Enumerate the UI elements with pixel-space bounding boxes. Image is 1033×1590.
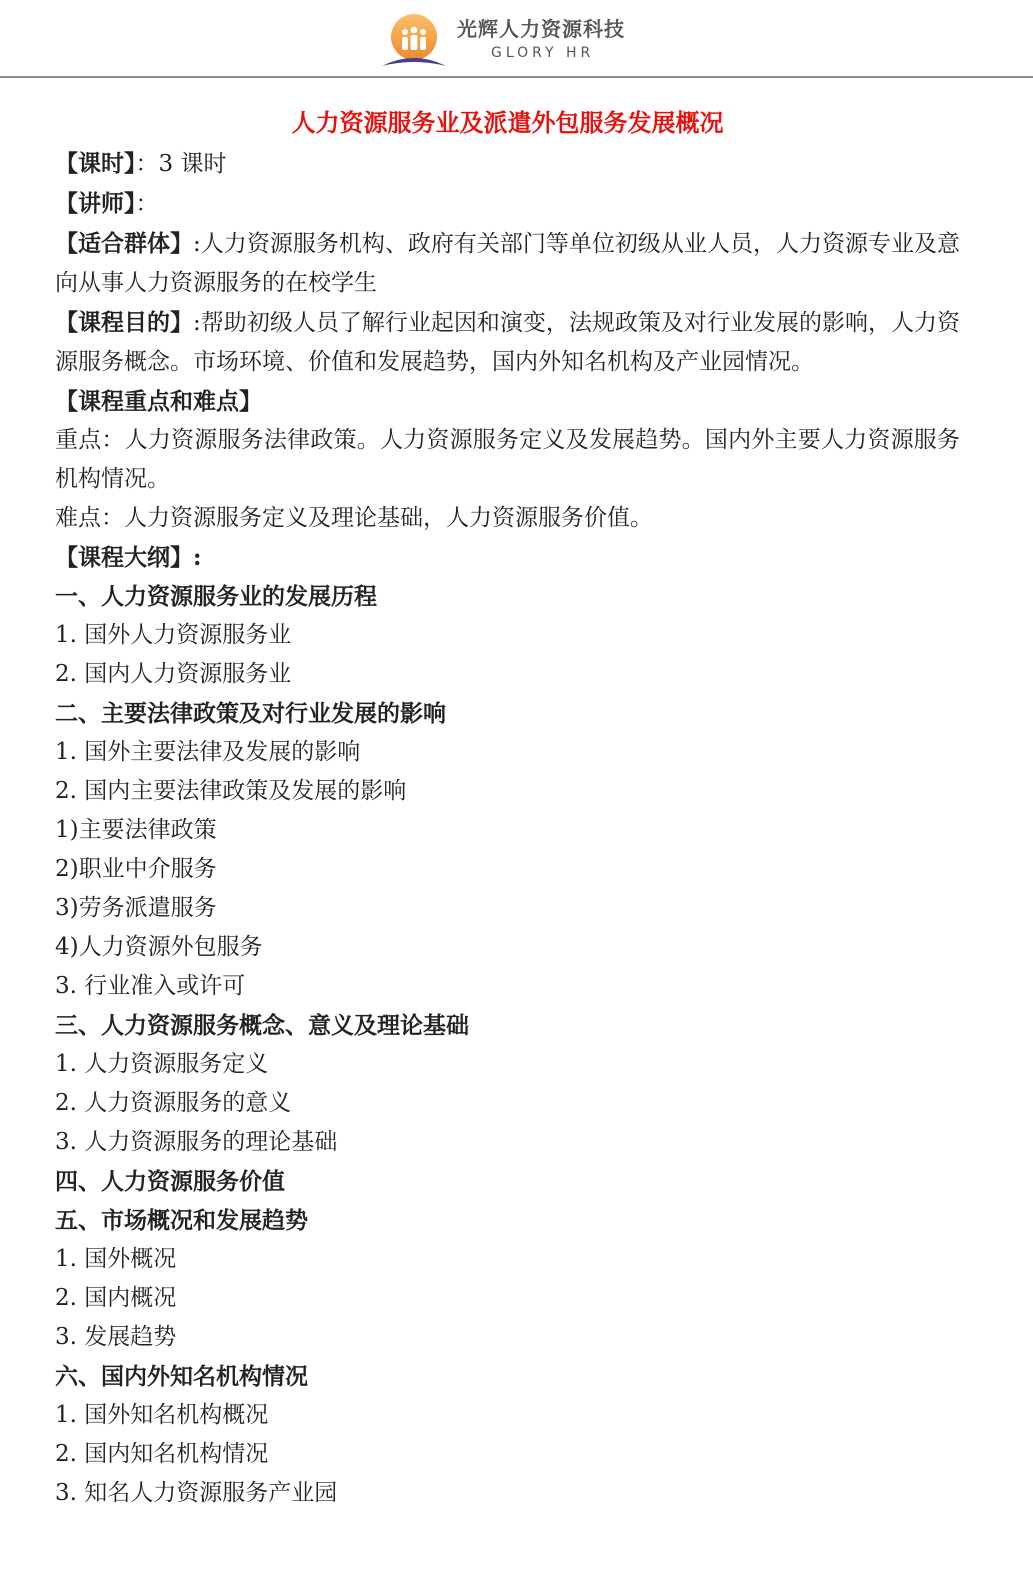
outline-item: 1. 国外概况 [55, 1246, 177, 1272]
outline-item: 3. 发展趋势 [55, 1324, 177, 1350]
outline-item: 2. 国内概况 [55, 1285, 177, 1311]
course-objective-label: 【课程目的】 [55, 309, 194, 336]
outline-section-heading: 三、人力资源服务概念、意义及理论基础 [55, 1012, 469, 1039]
outline-item: 4)人力资源外包服务 [55, 934, 263, 960]
difficulties: 难点：人力资源服务定义及理论基础，人力资源服务价值。 [55, 505, 653, 531]
outline-item: 2. 国内主要法律政策及发展的影响 [55, 778, 407, 804]
course-document [55, 103, 960, 1513]
key-points: 重点：人力资源服务法律政策。人力资源服务定义及发展趋势。国内外主要人力资源服务机构情况。 [55, 427, 960, 492]
lecturer [55, 184, 960, 224]
outline-item: 2. 国内人力资源服务业 [55, 661, 292, 687]
outline-heading: 【课程大纲】: [55, 544, 202, 571]
brand-name-en: GLORY HR [491, 45, 595, 61]
target-audience-value: :人力资源服务机构、政府有关部门等单位初级从业人员，人力资源专业及意向从事人力资源服务的在校学生 [55, 231, 961, 296]
outline-item: 3. 知名人力资源服务产业园 [55, 1480, 338, 1506]
course-outline [55, 577, 960, 1513]
outline-item: 1. 国外人力资源服务业 [55, 622, 292, 648]
target-audience [55, 224, 960, 303]
outline-item: 1. 国外知名机构概况 [55, 1402, 269, 1428]
course-objective [55, 303, 960, 382]
outline-section-heading: 五、市场概况和发展趋势 [55, 1207, 308, 1234]
course-hours-value: ：3 课时 [135, 151, 227, 177]
outline-section-heading: 一、人力资源服务业的发展历程 [55, 583, 377, 610]
keypoints-heading: 【课程重点和难点】 [55, 388, 262, 415]
outline-section-heading: 四、人力资源服务价值 [55, 1168, 285, 1195]
target-audience-label: 【适合群体】 [55, 230, 194, 257]
document-title: 人力资源服务业及派遣外包服务发展概况 [291, 108, 724, 137]
course-objective-value: :帮助初级人员了解行业起因和演变，法规政策及对行业发展的影响，人力资源服务概念。市场环境、价值和发展趋势，国内外知名机构及产业园情况。 [55, 310, 961, 375]
lecturer-label: 【讲师】 [55, 190, 136, 217]
lecturer-value: ： [135, 191, 159, 217]
page-header [0, 0, 1033, 78]
outline-item: 1)主要法律政策 [55, 817, 217, 843]
outline-item: 2. 人力资源服务的意义 [55, 1090, 292, 1116]
outline-item: 1. 人力资源服务定义 [55, 1051, 269, 1077]
outline-item: 3. 人力资源服务的理论基础 [55, 1129, 338, 1155]
glory-hr-logo-icon [380, 10, 450, 72]
outline-item: 1. 国外主要法律及发展的影响 [55, 739, 361, 765]
outline-item: 2)职业中介服务 [55, 856, 217, 882]
brand-name-cn: 光辉人力资源科技 [457, 17, 625, 41]
brand-name [457, 14, 677, 70]
outline-section-heading: 二、主要法律政策及对行业发展的影响 [55, 700, 446, 727]
outline-item: 3)劳务派遣服务 [55, 895, 217, 921]
outline-section-heading: 六、国内外知名机构情况 [55, 1363, 308, 1390]
course-hours-label: 【课时】 [55, 150, 136, 177]
outline-item: 2. 国内知名机构情况 [55, 1441, 269, 1467]
course-hours [55, 144, 960, 184]
outline-item: 3. 行业准入或许可 [55, 973, 246, 999]
header-divider [0, 76, 1033, 78]
